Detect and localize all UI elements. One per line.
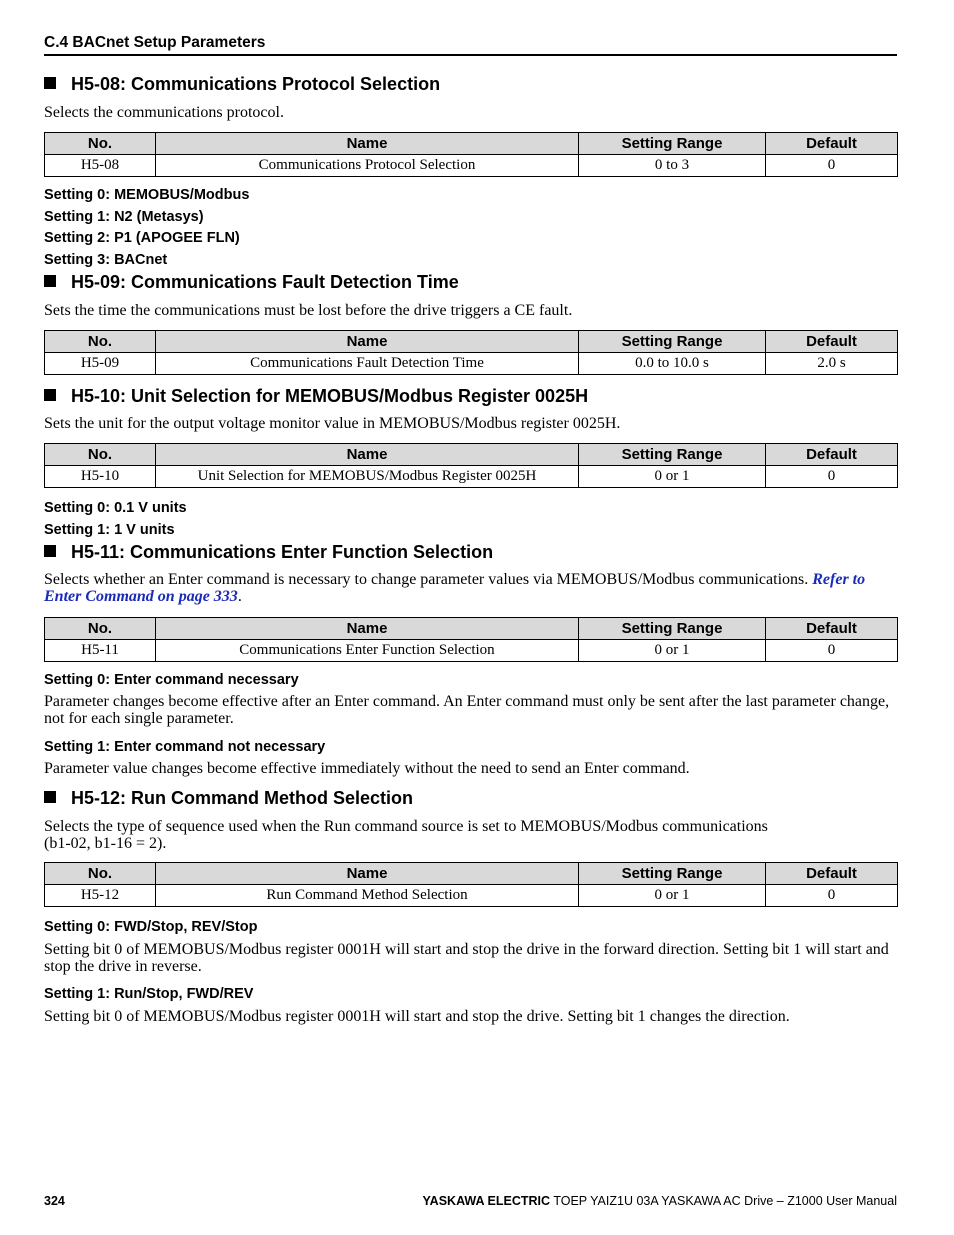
cell-name: Unit Selection for MEMOBUS/Modbus Register 0025H	[156, 466, 579, 488]
cell-name: Run Command Method Selection	[156, 885, 579, 907]
section-title-text: H5-12: Run Command Method Selection	[71, 788, 414, 808]
column-header-range: Setting Range	[579, 133, 766, 155]
cell-no: H5-09	[45, 353, 156, 375]
description-text: Selects whether an Enter command is necessary to change parameter values via MEMOBUS/Modbus communications.	[44, 571, 809, 588]
table-header-row	[45, 444, 898, 466]
column-header-name: Name	[156, 863, 579, 885]
cell-range: 0 to 3	[579, 155, 766, 177]
column-header-range: Setting Range	[579, 863, 766, 885]
setting-0-description: Parameter changes become effective after an Enter command. An Enter command must only be sent after the last parameter change, not for each single parameter.	[44, 693, 890, 727]
cell-default: 0	[766, 466, 898, 488]
bullet-square-icon	[44, 791, 56, 803]
section-title-text: H5-08: Communications Protocol Selection	[71, 74, 441, 94]
setting-1-description: Setting bit 0 of MEMOBUS/Modbus register 0001H will start and stop the drive. Setting bit 1 changes the direction.	[44, 1008, 790, 1025]
section-title-text: H5-09: Communications Fault Detection Time	[71, 272, 459, 292]
table-row	[45, 885, 898, 907]
section-title-text: H5-10: Unit Selection for MEMOBUS/Modbus Register 0025H	[71, 386, 589, 406]
column-header-no: No.	[45, 863, 156, 885]
column-header-default: Default	[766, 444, 898, 466]
cell-no: H5-10	[45, 466, 156, 488]
table-row	[45, 640, 898, 662]
section-title-h5-10	[44, 386, 588, 407]
enter-command-reference-link[interactable]: Refer to Enter Command on page 333	[44, 571, 866, 605]
section-title-h5-08	[44, 74, 440, 95]
cell-name: Communications Enter Function Selection	[156, 640, 579, 662]
table-header-row	[45, 618, 898, 640]
setting-2-label: Setting 2: P1 (APOGEE FLN)	[44, 230, 240, 246]
column-header-no: No.	[45, 444, 156, 466]
cell-range: 0 or 1	[579, 885, 766, 907]
setting-0-label: Setting 0: Enter command necessary	[44, 672, 299, 688]
column-header-no: No.	[45, 133, 156, 155]
column-header-range: Setting Range	[579, 444, 766, 466]
column-header-name: Name	[156, 331, 579, 353]
setting-1-label: Setting 1: N2 (Metasys)	[44, 209, 204, 225]
bullet-square-icon	[44, 275, 56, 287]
parameter-table-h5-12	[44, 862, 898, 907]
setting-3-label: Setting 3: BACnet	[44, 252, 168, 268]
setting-0-label: Setting 0: 0.1 V units	[44, 500, 187, 516]
table-row	[45, 155, 898, 177]
cell-default: 0	[766, 640, 898, 662]
column-header-name: Name	[156, 133, 579, 155]
setting-0-label: Setting 0: MEMOBUS/Modbus	[44, 187, 250, 203]
table-header-row	[45, 331, 898, 353]
cell-range: 0.0 to 10.0 s	[579, 353, 766, 375]
bullet-square-icon	[44, 389, 56, 401]
setting-1-label: Setting 1: 1 V units	[44, 522, 175, 538]
table-row	[45, 353, 898, 375]
bullet-square-icon	[44, 545, 56, 557]
cell-default: 2.0 s	[766, 353, 898, 375]
parameter-table-h5-11	[44, 617, 898, 662]
footer-brand: YASKAWA ELECTRIC	[422, 1194, 551, 1208]
setting-1-description: Parameter value changes become effective immediately without the need to send an Enter command.	[44, 760, 690, 777]
cell-range: 0 or 1	[579, 640, 766, 662]
parameter-table-h5-09	[44, 330, 898, 375]
cell-name: Communications Protocol Selection	[156, 155, 579, 177]
bullet-square-icon	[44, 77, 56, 89]
page-number: 324	[44, 1194, 65, 1208]
cell-no: H5-11	[45, 640, 156, 662]
setting-0-label: Setting 0: FWD/Stop, REV/Stop	[44, 919, 258, 935]
setting-1-label: Setting 1: Run/Stop, FWD/REV	[44, 986, 254, 1002]
cell-default: 0	[766, 885, 898, 907]
parameter-table-h5-08	[44, 132, 898, 177]
column-header-name: Name	[156, 618, 579, 640]
table-row	[45, 466, 898, 488]
section-description: Sets the time the communications must be lost before the drive triggers a CE fault.	[44, 302, 573, 319]
footer-doc-title: TOEP YAIZ1U 03A YASKAWA AC Drive – Z1000 User Manual	[553, 1194, 897, 1208]
column-header-default: Default	[766, 133, 898, 155]
column-header-no: No.	[45, 331, 156, 353]
column-header-range: Setting Range	[579, 618, 766, 640]
section-title-h5-12	[44, 788, 413, 809]
cell-range: 0 or 1	[579, 466, 766, 488]
column-header-default: Default	[766, 618, 898, 640]
column-header-name: Name	[156, 444, 579, 466]
setting-1-label: Setting 1: Enter command not necessary	[44, 739, 326, 755]
parameter-table-h5-10	[44, 443, 898, 488]
cell-default: 0	[766, 155, 898, 177]
cell-no: H5-12	[45, 885, 156, 907]
setting-0-description: Setting bit 0 of MEMOBUS/Modbus register 0001H will start and stop the drive in the forward direction. Setting bit 1 will start and stop the drive in reverse.	[44, 941, 889, 975]
running-header: C.4 BACnet Setup Parameters	[44, 34, 266, 51]
footer-doc-info	[422, 1194, 897, 1208]
section-title-h5-11	[44, 542, 493, 563]
table-header-row	[45, 863, 898, 885]
column-header-no: No.	[45, 618, 156, 640]
column-header-default: Default	[766, 331, 898, 353]
table-header-row	[45, 133, 898, 155]
cell-no: H5-08	[45, 155, 156, 177]
section-description-line-1: Selects the type of sequence used when the Run command source is set to MEMOBUS/Modbus communications	[44, 818, 768, 835]
cell-name: Communications Fault Detection Time	[156, 353, 579, 375]
section-description: Selects the communications protocol.	[44, 104, 284, 121]
section-title-h5-09	[44, 272, 459, 293]
section-description-line-2: (b1-02, b1-16 = 2).	[44, 835, 167, 852]
column-header-default: Default	[766, 863, 898, 885]
section-description: Selects whether an Enter command is necessary to change parameter values via MEMOBUS/Modbus communications. Refer to Enter Command on page 333.	[44, 571, 866, 605]
section-title-text: H5-11: Communications Enter Function Selection	[71, 542, 494, 562]
column-header-range: Setting Range	[579, 331, 766, 353]
section-description: Sets the unit for the output voltage monitor value in MEMOBUS/Modbus register 0025H.	[44, 415, 621, 432]
header-rule	[44, 54, 897, 56]
